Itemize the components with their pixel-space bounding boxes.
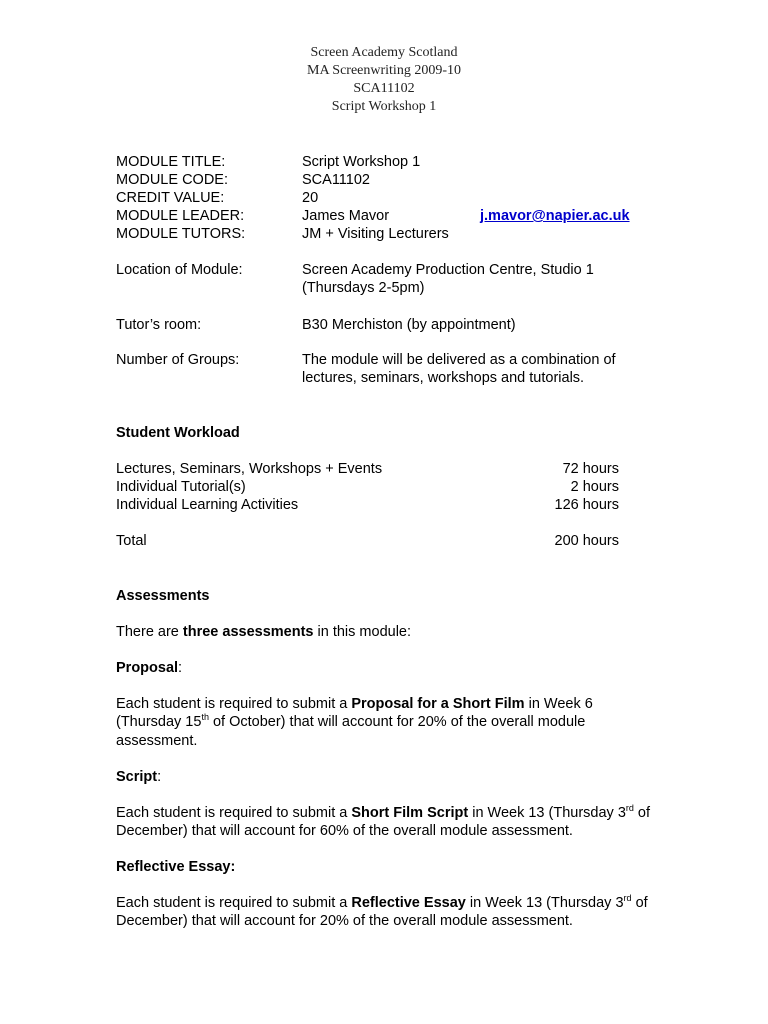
proposal-heading-colon: : <box>178 660 183 676</box>
proposal-heading-text: Proposal <box>116 660 179 676</box>
module-title-label: MODULE TITLE: <box>116 154 226 170</box>
header-module-code: SCA11102 <box>353 81 415 96</box>
intro-emphasis: three assessments <box>182 624 314 640</box>
proposal-emphasis: Proposal for a Short Film <box>351 696 525 712</box>
location-label: Location of Module: <box>116 262 243 278</box>
tutor-room-label: Tutor’s room: <box>116 317 202 333</box>
workload-total-hours: 200 hours <box>554 533 619 549</box>
essay-text-mid: in Week 13 (Thursday 3 <box>465 895 624 911</box>
groups-value-line1: The module will be delivered as a combination of <box>302 352 616 368</box>
proposal-ordinal: th <box>201 712 209 723</box>
groups-value-line2: lectures, seminars, workshops and tutorials. <box>302 370 585 386</box>
location-value-line2: (Thursdays 2-5pm) <box>302 280 425 296</box>
workload-heading: Student Workload <box>116 425 240 441</box>
script-heading-colon: : <box>157 769 162 785</box>
workload-activity: Individual Learning Activities <box>116 497 299 513</box>
workload-hours: 72 hours <box>562 461 619 477</box>
script-paragraph <box>116 804 656 841</box>
script-text-end: of December) that will account for 60% of the overall module assessment. <box>116 805 651 840</box>
essay-ordinal: rd <box>623 893 632 904</box>
groups-label: Number of Groups: <box>116 352 240 368</box>
workload-hours: 2 hours <box>570 479 619 495</box>
module-code-label: MODULE CODE: <box>116 172 228 188</box>
workload-activity: Individual Tutorial(s) <box>116 479 246 495</box>
leader-email-link[interactable]: j.mavor@napier.ac.uk <box>480 208 630 224</box>
script-heading-text: Script <box>116 769 158 785</box>
proposal-heading <box>116 659 182 677</box>
assessments-heading: Assessments <box>116 588 210 604</box>
module-leader-label: MODULE LEADER: <box>116 208 245 224</box>
header-institution: Screen Academy Scotland <box>310 45 458 60</box>
script-text: Each student is required to submit a <box>116 805 352 821</box>
essay-heading: Reflective Essay: <box>116 859 236 875</box>
proposal-text: Each student is required to submit a <box>116 696 352 712</box>
essay-text-end: of December) that will account for 20% of the overall module assessment. <box>116 895 648 930</box>
intro-text: There are <box>116 624 183 640</box>
credit-value: 20 <box>302 190 319 206</box>
assessments-intro <box>116 623 411 641</box>
workload-total-label: Total <box>116 533 147 549</box>
workload-hours: 126 hours <box>554 497 619 513</box>
tutor-room-value: B30 Merchiston (by appointment) <box>302 317 516 333</box>
essay-text: Each student is required to submit a <box>116 895 352 911</box>
proposal-paragraph <box>116 695 656 750</box>
header-programme: MA Screenwriting 2009-10 <box>307 63 461 78</box>
script-heading <box>116 768 161 786</box>
module-title-value: Script Workshop 1 <box>302 154 421 170</box>
module-code-value: SCA11102 <box>302 172 370 188</box>
location-value-line1: Screen Academy Production Centre, Studio 1 <box>302 262 594 278</box>
module-leader-value: James Mavor <box>302 208 390 224</box>
proposal-text-mid: in Week 6 (Thursday 15 <box>116 696 593 731</box>
header-module-name: Script Workshop 1 <box>331 99 437 114</box>
module-tutors-value: JM + Visiting Lecturers <box>302 226 449 242</box>
intro-text-end: in this module: <box>313 624 412 640</box>
workload-activity: Lectures, Seminars, Workshops + Events <box>116 461 383 477</box>
script-emphasis: Short Film Script <box>351 805 469 821</box>
proposal-text-end: of October) that will account for 20% of the overall module assessment. <box>116 714 586 749</box>
essay-emphasis: Reflective Essay <box>351 895 466 911</box>
script-ordinal: rd <box>625 803 634 814</box>
module-tutors-label: MODULE TUTORS: <box>116 226 246 242</box>
script-text-mid: in Week 13 (Thursday 3 <box>468 805 626 821</box>
document-header <box>0 44 768 116</box>
essay-paragraph <box>116 894 656 931</box>
credit-value-label: CREDIT VALUE: <box>116 190 225 206</box>
